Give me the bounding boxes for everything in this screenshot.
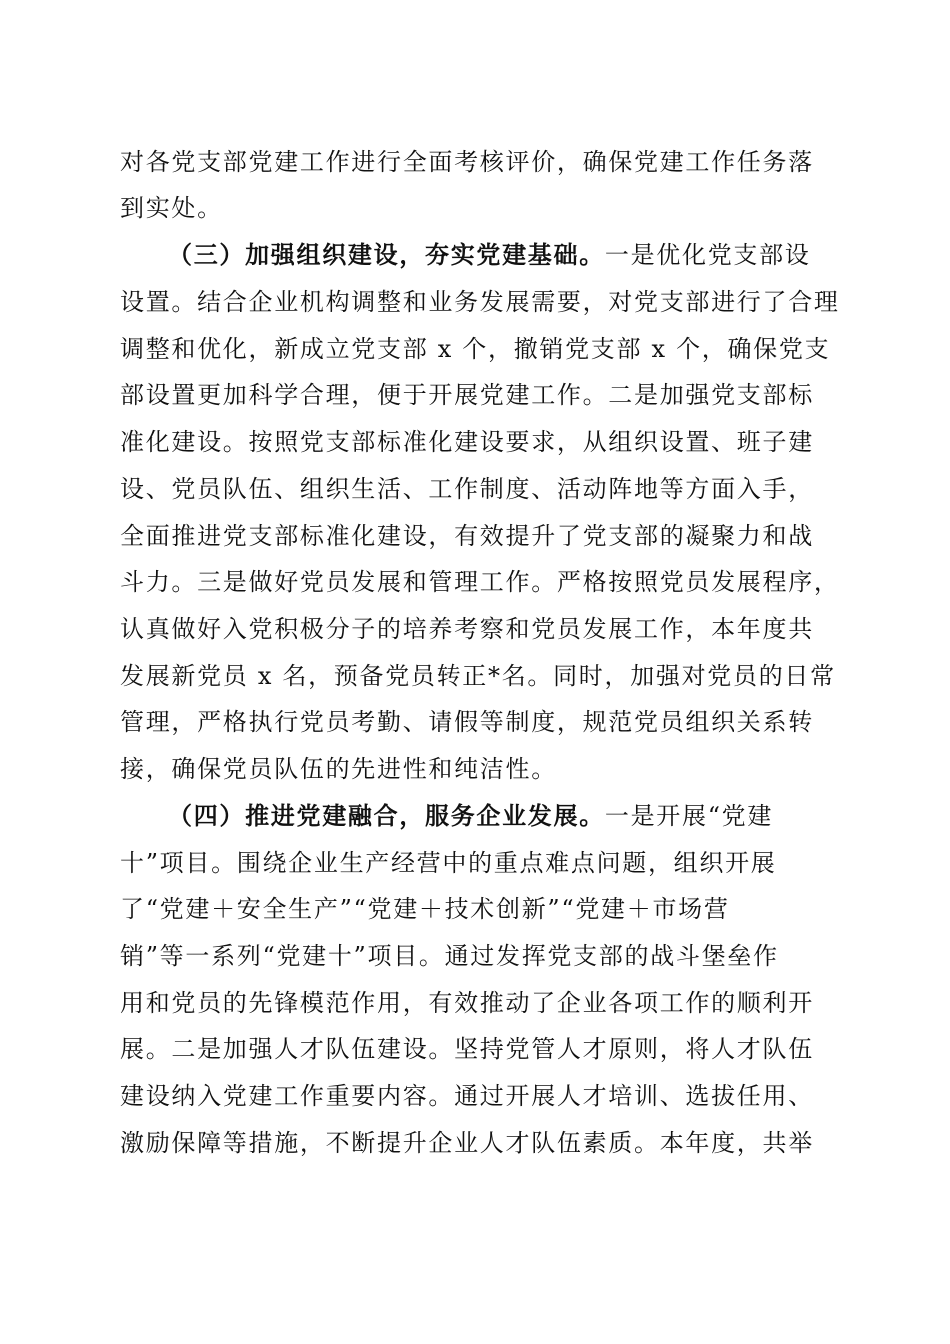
body-line: 展。二是加强人才队伍建设。坚持党管人才原则，将人才队伍 [120, 1035, 814, 1063]
body-line: 发展新党员 x 名，预备党员转正*名。同时，加强对党员的日常 [120, 662, 836, 690]
body-line: 销”等一系列“党建十”项目。通过发挥党支部的战斗堡垒作 [120, 942, 779, 970]
body-line: 部设置更加科学合理，便于开展党建工作。二是加强党支部标 [120, 381, 814, 409]
section-4-first-line [168, 799, 830, 833]
body-line: 接，确保党员队伍的先进性和纯洁性。 [120, 755, 557, 783]
body-line: 十”项目。围绕企业生产经营中的重点难点问题，组织开展 [120, 849, 777, 877]
body-line: 全面推进党支部标准化建设，有效提升了党支部的凝聚力和战 [120, 522, 814, 550]
section-3-heading: （三）加强组织建设，夯实党建基础。 [168, 240, 605, 269]
body-line: 对各党支部党建工作进行全面考核评价，确保党建工作任务落 [120, 148, 814, 176]
body-line: 到实处。 [120, 194, 223, 222]
body-line: 管理，严格执行党员考勤、请假等制度，规范党员组织关系转 [120, 708, 814, 736]
body-line: 设、党员队伍、组织生活、工作制度、活动阵地等方面入手， [120, 475, 814, 503]
section-3-lead: 一是优化党支部设 [604, 241, 811, 269]
body-line: 了“党建＋安全生产”“党建＋技术创新”“党建＋市场营 [120, 895, 730, 923]
body-line: 认真做好入党积极分子的培养考察和党员发展工作，本年度共 [120, 615, 814, 643]
body-line: 建设纳入党建工作重要内容。通过开展人才培训、选拔任用、 [120, 1082, 814, 1110]
body-line: 准化建设。按照党支部标准化建设要求，从组织设置、班子建 [120, 428, 814, 456]
body-line: 调整和优化，新成立党支部 x 个，撤销党支部 x 个，确保党支 [120, 335, 831, 363]
body-line: 用和党员的先锋模范作用，有效推动了企业各项工作的顺利开 [120, 989, 814, 1017]
section-3-first-line [168, 238, 830, 272]
body-line: 激励保障等措施，不断提升企业人才队伍素质。本年度，共举 [120, 1129, 814, 1157]
section-4-heading: （四）推进党建融合，服务企业发展。 [168, 801, 605, 830]
body-line: 设置。结合企业机构调整和业务发展需要，对党支部进行了合理 [120, 288, 840, 316]
body-line: 斗力。三是做好党员发展和管理工作。严格按照党员发展程序， [120, 568, 840, 596]
section-4-lead: 一是开展“党建 [604, 802, 774, 830]
